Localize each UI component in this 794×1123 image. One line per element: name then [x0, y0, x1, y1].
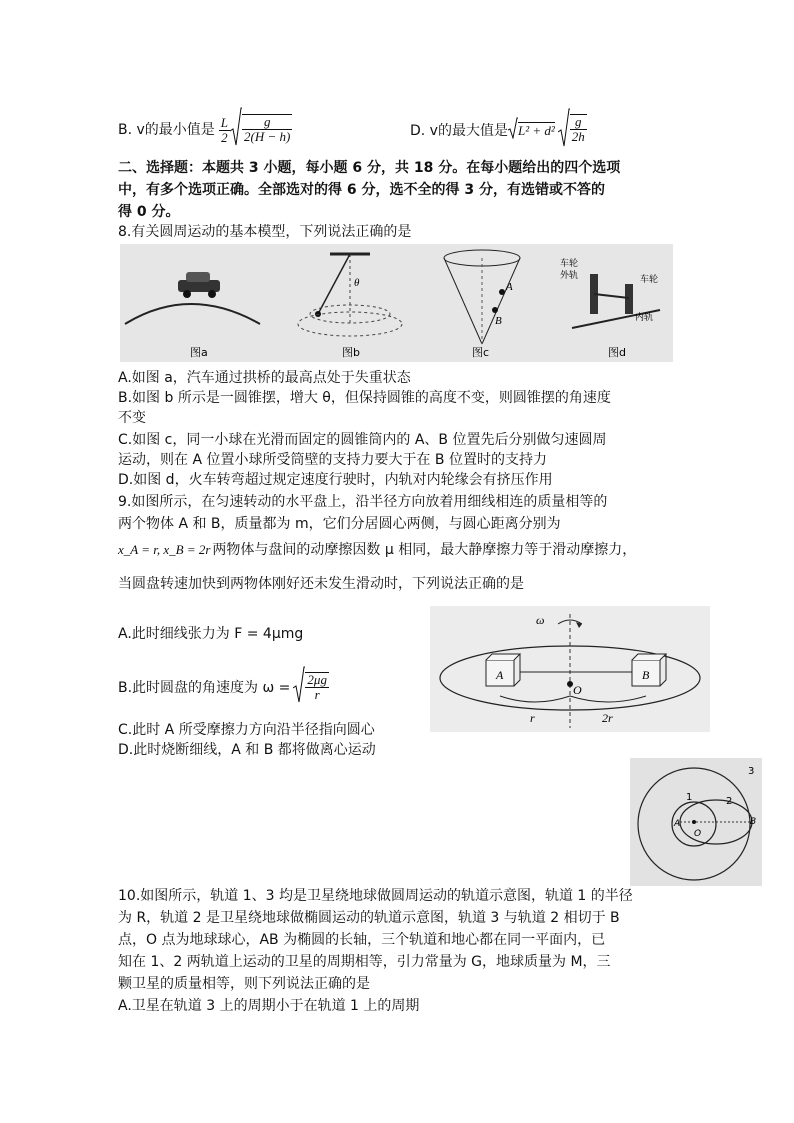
q10-stem-line1: 10.如图所示，轨道 1、3 均是卫星绕地球做圆周运动的轨道示意图，轨道 1 的半径: [118, 888, 633, 904]
caption-fig-d: 图d: [608, 346, 626, 359]
q7-option-b-text: B. v的最小值是: [118, 122, 215, 138]
caption-fig-a: 图a: [190, 346, 208, 359]
q9-option-a: A.此时细线张力为 F = 4μmg: [118, 626, 304, 642]
q10-option-a: A.卫星在轨道 3 上的周期小于在轨道 1 上的周期: [118, 998, 420, 1014]
caption-fig-c: 图c: [472, 346, 490, 359]
q8-option-b-line1: B.如图 b 所示是一圆锥摆，增大 θ，但保持圆锥的高度不变，则圆锥摆的角速度: [118, 390, 611, 406]
car-roof: [186, 272, 210, 282]
section2-line1: 二、选择题：本题共 3 小题，每小题 6 分，共 18 分。在每小题给出的四个选项: [118, 160, 621, 176]
q9-stem-line3-text: 两物体与盘间的动摩擦因数 μ 相同，最大静摩擦力等于滑动摩擦力，: [212, 542, 637, 558]
label-orbit-3: 3: [748, 766, 755, 777]
sqrt-sign-icon: [293, 666, 305, 710]
q8-option-b-line2: 不变: [118, 410, 146, 426]
fraction-numerator: g: [242, 115, 292, 130]
theta-label: θ: [354, 277, 360, 289]
fraction-denominator: r: [314, 687, 320, 702]
label-block-b: B: [642, 668, 650, 682]
brace-r: [500, 696, 570, 702]
label-block-a: A: [496, 668, 504, 682]
q9-option-c: C.此时 A 所受摩擦力方向沿半径指向圆心: [118, 722, 375, 738]
q10-stem-line5: 颗卫星的质量相等，则下列说法正确的是: [118, 976, 370, 992]
q9-positions-formula: x_A = r, x_B = 2r: [118, 542, 211, 557]
label-outer-rail: 外轨: [560, 271, 579, 281]
q7-option-d-sqrt1: L² + d²: [517, 122, 555, 138]
q9-stem-line4: 当圆盘转速加快到两物体刚好还未发生滑动时，下列说法正确的是: [118, 576, 524, 592]
wheel-right: [625, 284, 633, 314]
q8-figures-svg: [120, 244, 673, 362]
sqrt-sign-icon: [508, 117, 518, 143]
label-2r: 2r: [602, 711, 613, 725]
q7-option-b-sqrt-content: [242, 114, 292, 144]
q7-option-d-text: D. v的最大值是: [410, 123, 508, 139]
fraction-denominator: 2: [221, 129, 228, 145]
q8-figure-strip: [120, 244, 673, 362]
label-r: r: [530, 711, 535, 725]
earth-center: [692, 820, 696, 824]
q8-option-d: D.如图 d，火车转弯超过规定速度行驶时，内轨对内轮缘会有挤压作用: [118, 472, 553, 488]
omega-label: ω: [536, 613, 545, 627]
fraction-denominator: 2(H − h): [244, 129, 291, 144]
label-o: O: [694, 829, 702, 839]
label-b: B: [495, 315, 502, 327]
q9-figure-svg: [430, 606, 710, 732]
q10-figure: [630, 758, 762, 886]
q10-stem-line3: 点，O 点为地球球心，AB 为椭圆的长轴，三个轨道和地心都在同一平面内，已: [118, 932, 606, 948]
q9-option-b-text: B.此时圆盘的角速度为 ω =: [118, 680, 291, 696]
label-a: A: [674, 819, 681, 829]
q9-figure: [430, 606, 710, 732]
label-inner-rail: 内轨: [635, 313, 654, 323]
pendulum-bob: [315, 311, 321, 317]
q9-option-b: [118, 668, 329, 708]
label-orbit-2: 2: [726, 796, 733, 807]
fraction-numerator: L: [220, 114, 229, 130]
label-a: A: [506, 281, 513, 293]
ball-a: [499, 289, 505, 295]
section2-line3: 得 0 分。: [118, 204, 180, 220]
q9-stem-line1: 9.如图所示，在匀速转动的水平盘上，沿半径方向放着用细线相连的质量相等的: [118, 494, 608, 510]
q7-option-b-fraction: [219, 116, 230, 145]
q8-option-a: A.如图 a，汽车通过拱桥的最高点处于失重状态: [118, 370, 411, 386]
q10-stem-line2: 为 R，轨道 2 是卫星绕地球做椭圆运动的轨道示意图，轨道 3 与轨道 2 相切于 B: [118, 910, 620, 926]
caption-fig-b: 图b: [342, 346, 360, 359]
arch-bridge: [125, 304, 260, 324]
q9-option-b-sqrt-content: [305, 672, 329, 702]
q9-stem-line3: [118, 540, 636, 560]
label-o: O: [573, 683, 582, 697]
ball-b: [492, 307, 498, 313]
q7-option-b: [118, 108, 292, 152]
label-wheel: 车轮: [640, 275, 659, 285]
q10-stem-line4: 知在 1、2 两轨道上运动的卫星的周期相等，引力常量为 G，地球质量为 M，三: [118, 954, 611, 970]
label-orbit-1: 1: [686, 792, 693, 803]
q9-stem-line2: 两个物体 A 和 B，质量都为 m，它们分居圆心两侧，与圆心距离分别为: [118, 516, 561, 532]
section2-line2: 中，有多个选项正确。全部选对的得 6 分，选不全的得 3 分，有选错或不答的: [118, 182, 605, 198]
label-wheel: 车轮: [560, 259, 579, 269]
q9-option-d: D.此时烧断细线，A 和 B 都将做离心运动: [118, 742, 376, 758]
q7-option-d: [410, 108, 587, 152]
q7-option-d-sqrt2-content: [570, 114, 587, 144]
sqrt-sign-icon: [230, 107, 242, 153]
sqrt-sign-icon: [558, 108, 570, 152]
fraction-numerator: 2μg: [307, 672, 327, 687]
fraction-denominator: 2h: [571, 129, 585, 144]
q8-option-c-line1: C.如图 c，同一小球在光滑而固定的圆锥筒内的 A、B 位置先后分别做匀速圆周: [118, 432, 607, 448]
q8-option-c-line2: 运动，则在 A 位置小球所受筒壁的支持力要大于在 B 位置时的支持力: [118, 452, 547, 468]
label-b: B: [750, 817, 757, 827]
q10-figure-svg: [630, 758, 762, 886]
q8-stem: 8.有关圆周运动的基本模型，下列说法正确的是: [118, 224, 412, 240]
fraction-numerator: g: [570, 115, 587, 130]
